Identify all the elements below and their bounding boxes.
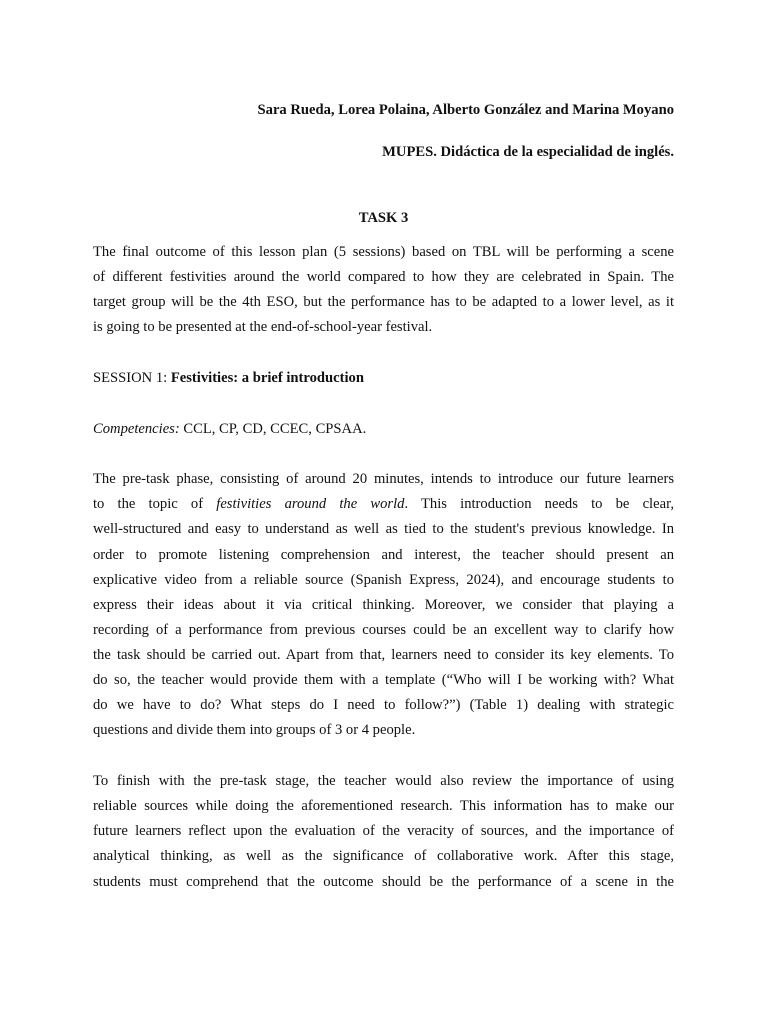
para1-line-2-emphasis: festivities around the world <box>216 496 405 512</box>
para1-line-7: recording of a performance from previous courses could be an excellent way to clarify how <box>93 622 674 638</box>
para1-line-11: questions and divide them into groups of 3 or 4 people. <box>93 722 416 738</box>
competencies-line <box>93 420 674 438</box>
para1-line-1: The pre-task phase, consisting of around 20 minutes, intends to introduce our future learners <box>93 471 674 487</box>
course-line: MUPES. Didáctica de la especialidad de inglés. <box>382 144 674 160</box>
competencies-label: Competencies: <box>93 421 180 437</box>
para2-line-1: To finish with the pre-task stage, the teacher would also review the importance of using <box>93 773 674 789</box>
intro-line-4: is going to be presented at the end-of-school-year festival. <box>93 319 433 335</box>
para1-line-2-post: . This introduction needs to be clear, <box>404 496 674 512</box>
para1-line-8: the task should be carried out. Apart from that, learners need to consider its key elements. To <box>93 647 674 663</box>
para2-line-2: reliable sources while doing the aforementioned research. This information has to make our <box>93 798 674 814</box>
intro-line-3: target group will be the 4th ESO, but the performance has to be adapted to a lower level, as it <box>93 294 674 310</box>
para1-line-4: order to promote listening comprehension and interest, the teacher should present an <box>93 547 674 563</box>
intro-line-2: of different festivities around the world compared to how they are celebrated in Spain. The <box>93 269 674 285</box>
task-title: TASK 3 <box>358 210 409 226</box>
para2-line-3: future learners reflect upon the evaluation of the veracity of sources, and the importance of <box>93 823 674 839</box>
para1-line-3: well-structured and easy to understand as well as tied to the student's previous knowledge. In <box>93 521 674 537</box>
para1-line-9: do so, the teacher would provide them with a template (“Who will I be working with? What <box>93 672 674 688</box>
authors-line: Sara Rueda, Lorea Polaina, Alberto González and Marina Moyano <box>257 102 674 118</box>
intro-line-1: The final outcome of this lesson plan (5 sessions) based on TBL will be performing a scene <box>93 244 674 260</box>
para2-line-5: students must comprehend that the outcome should be the performance of a scene in the <box>93 874 674 890</box>
para1-line-2 <box>93 495 674 513</box>
competencies-value: CCL, CP, CD, CCEC, CPSAA. <box>179 421 367 437</box>
para1-line-2-pre: to the topic of <box>93 496 217 512</box>
session-title: Festivities: a brief introduction <box>170 370 364 386</box>
session-prefix: SESSION 1: <box>93 370 171 386</box>
para1-line-6: express their ideas about it via critical thinking. Moreover, we consider that playing a <box>93 597 674 613</box>
para1-line-10: do we have to do? What steps do I need to follow?”) (Table 1) dealing with strategic <box>93 697 674 713</box>
para2-line-4: analytical thinking, as well as the significance of collaborative work. After this stage, <box>93 848 674 864</box>
para1-line-5: explicative video from a reliable source (Spanish Express, 2024), and encourage students to <box>93 572 674 588</box>
session-heading <box>93 369 674 387</box>
